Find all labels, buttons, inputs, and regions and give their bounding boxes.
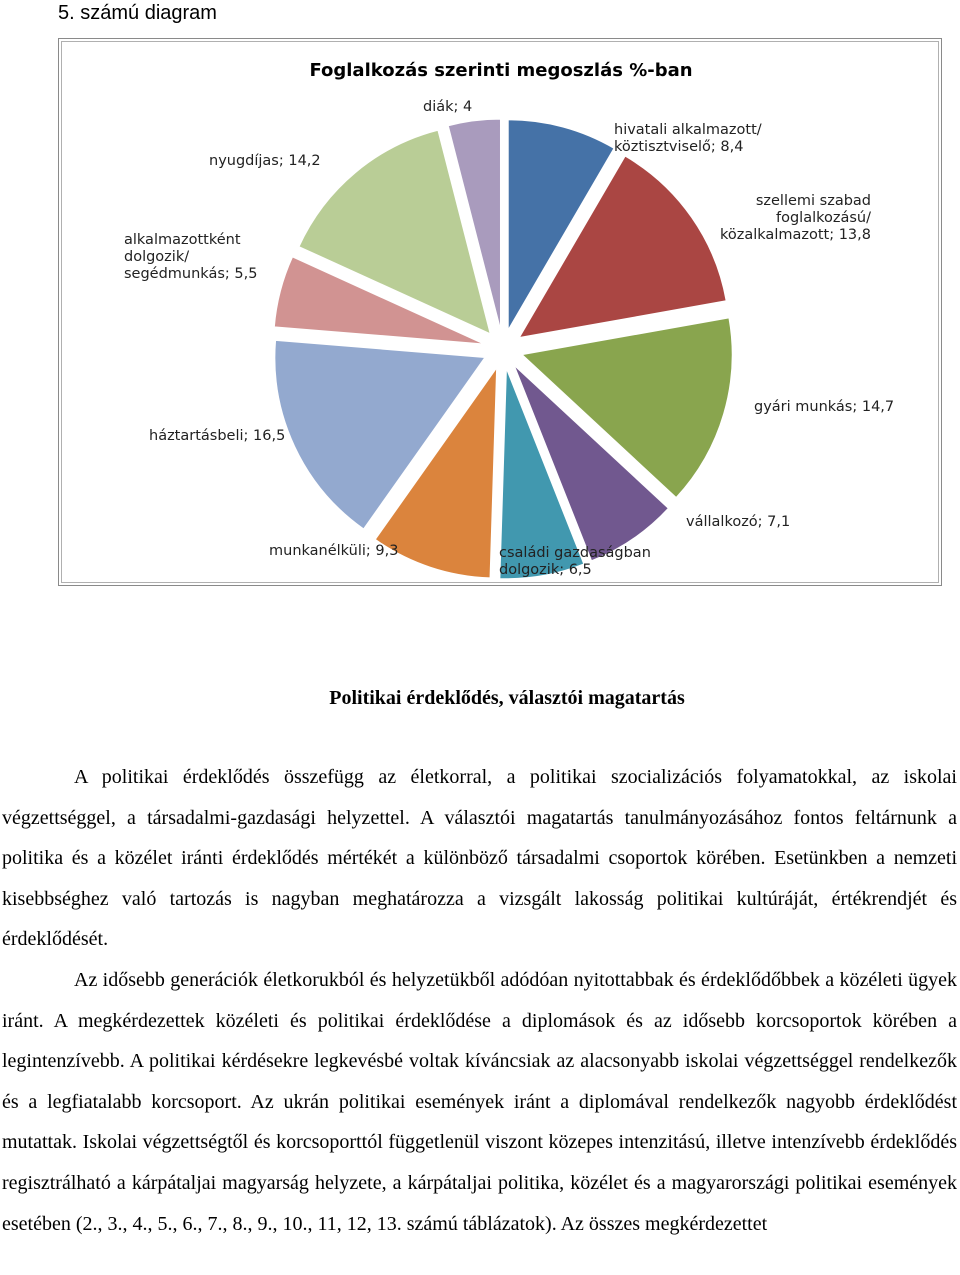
slice-label: munkanélküli; 9,3 (269, 543, 399, 559)
slice-label: vállalkozó; 7,1 (686, 514, 791, 530)
pie-slices (274, 119, 732, 579)
pie-chart-frame (58, 38, 942, 586)
paragraph: A politikai érdeklődés összefügg az életkorral, a politikai szocializációs folyamatokkal, az iskolai végzettséggel, a társadalmi-gazdasági helyzettel. A választói magatartás tanulmányozásához fontos feltárnunk a politika és a közélet iránti érdeklődés mértékét a különböző társadalmi csoportok körében. Esetünkben a nemzeti kisebbséghez való tartozás is nagyban meghatározza a vizsgált lakosság politikai kultúráját, értékrendjét és érdeklődését. (2, 766, 957, 951)
body-text (2, 757, 957, 1244)
slice-label: alkalmazottként dolgozik/ segédmunkás; 5,5 (124, 232, 258, 282)
chart-title: Foglalkozás szerinti megoszlás %-ban (309, 60, 693, 81)
slice-label: háztartásbeli; 16,5 (149, 428, 286, 444)
slice-label: hivatali alkalmazott/ köztisztviselő; 8,4 (614, 122, 762, 155)
pie-chart (59, 39, 943, 587)
section-heading: Politikai érdeklődés, választói magatartás (329, 687, 685, 709)
slice-label: diák; 4 (423, 99, 473, 115)
paragraph: Az idősebb generációk életkorukból és helyzetükből adódóan nyitottabbak és érdeklődőbbek a közéleti ügyek iránt. A megkérdezettek közéleti és politikai érdeklődése a diplomások és az idősebb korcsoportok körében a legintenzívebb. A politikai kérdésekre legkevésbé voltak kíváncsiak az alacsonyabb iskolai végzettséggel rendelkezők és a legfiatalabb korcsoport. Az ukrán politikai események iránt a diplomával rendelkezők nagyobb érdeklődést mutattak. Iskolai végzettségtől és korcsoporttól függetlenül viszont közepes intenzitású, illetve intenzívebb érdeklődés regisztrálható a kárpátaljai magyarság helyzete, a kárpátaljai politika, közélet és a magyarországi politikai események esetében (2., 3., 4., 5., 6., 7., 8., 9., 10., 11, 12, 13. számú táblázatok). Az összes megkérdezettet (2, 968, 957, 1235)
slice-label: családi gazdaságban dolgozik; 6,5 (499, 545, 651, 578)
diagram-caption: 5. számú diagram (58, 2, 217, 24)
slice-label: nyugdíjas; 14,2 (209, 153, 321, 169)
slice-label: gyári munkás; 14,7 (754, 399, 895, 415)
slice-label: szellemi szabad foglalkozású/ közalkalmazott; 13,8 (720, 193, 871, 243)
